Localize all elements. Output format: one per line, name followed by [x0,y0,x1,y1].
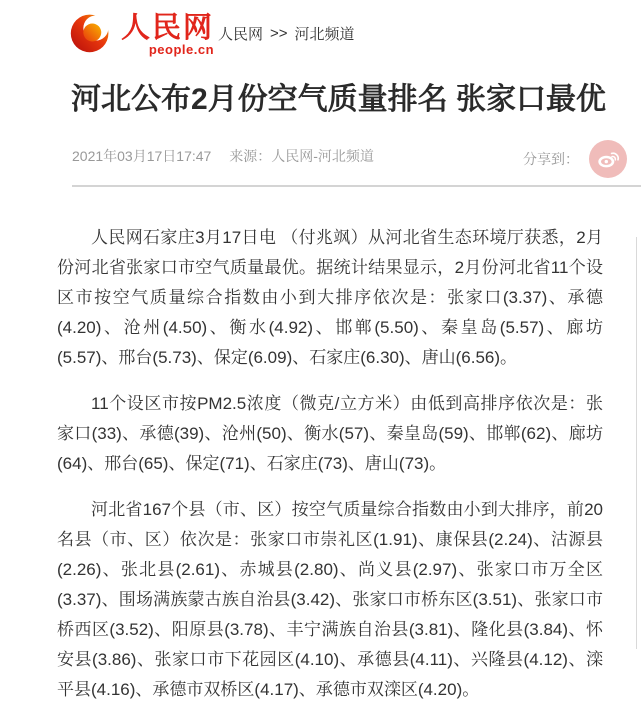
source-label: 来源： [229,148,272,164]
site-logo[interactable] [69,11,214,57]
paragraph-2: 11个设区市按PM2.5浓度（微克/立方米）由低到高排序依次是：张家口(33)、承德(39)、沧州(50)、衡水(57)、秦皇岛(59)、邯郸(62)、廊坊(64)、邢台(65)、保定(71)、石家庄(73)、唐山(73)。 [57,394,603,473]
source-link[interactable]: 人民网-河北频道 [271,148,374,164]
logo-text [121,11,214,57]
share-label: 分享到： [523,151,579,167]
share-widget [523,140,627,178]
paragraph-1: 人民网石家庄3月17日电 （付兆飒）从河北省生态环境厅获悉，2月份河北省张家口市空气质量最优。据统计结果显示，2月份河北省11个设区市按空气质量综合指数由小到大排序依次是：张家口(3.37)、承德(4.20)、沧州(4.50)、衡水(4.92)、邯郸(5.50)、秦皇岛(5.57)、廊坊(5.57)、邢台(5.73)、保定(6.09)、石家庄(6.30)、唐山(6.56)。 [57,228,603,367]
breadcrumb-separator: >> [270,25,288,42]
weibo-share-button[interactable] [589,140,627,178]
article-meta [72,146,641,186]
paragraph-3: 河北省167个县（市、区）按空气质量综合指数由小到大排序，前20名县（市、区）依次是：张家口市崇礼区(1.91)、康保县(2.24)、沽源县(2.26)、张北县(2.61)、赤城县(2.80)、尚义县(2.97)、张家口市万全区(3.37)、围场满族蒙古族自治县(3.42)、张家口市桥东区(3.51)、张家口市桥西区(3.52)、阳原县(3.78)、丰宁满族自治县(3.81)、隆化县(3.84)、怀安县(3.86)、张家口市下花园区(4.10)、承德县(4.11)、兴隆县(4.12)、滦平县(4.16)、承德市双桥区(4.17)、承德市双滦区(4.20)。 [57,500,603,699]
right-panel-edge [636,237,637,649]
page-title: 河北公布2月份空气质量排名 张家口最优 [71,83,607,116]
breadcrumb [218,23,355,44]
weibo-icon [596,147,620,171]
people-cn-globe-icon [69,11,112,54]
source [229,148,374,164]
logo-main-text: 人民网 [121,12,215,44]
breadcrumb-home-link[interactable]: 人民网 [218,26,264,43]
breadcrumb-channel-link[interactable]: 河北频道 [294,26,355,43]
publish-date: 2021年03月17日17:47 [72,148,212,164]
header-divider [72,185,641,187]
article-body [57,223,603,721]
logo-sub-text: people.cn [148,42,215,57]
